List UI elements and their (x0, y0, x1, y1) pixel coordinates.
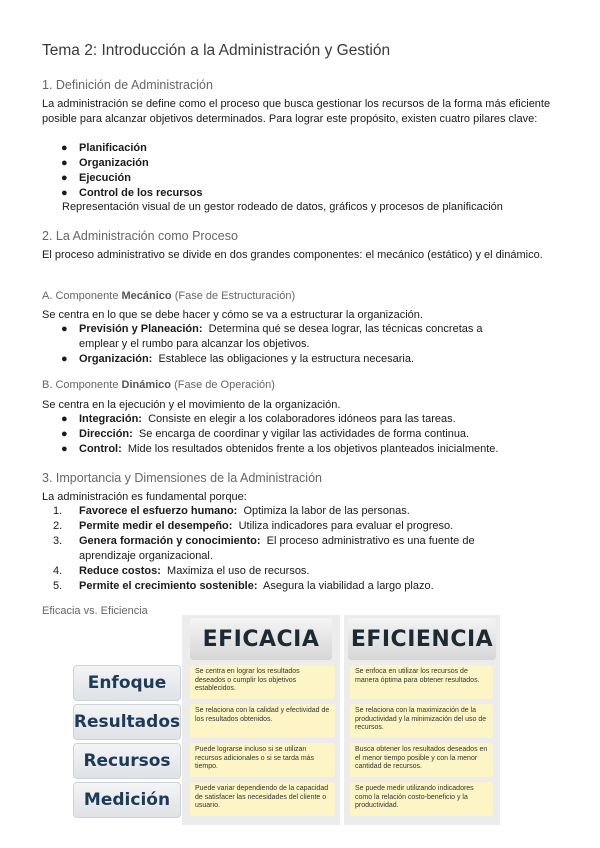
row-label-enfoque: Enfoque (73, 665, 181, 701)
row-label-resultados: Resultados (73, 704, 181, 740)
cell-eficiencia-enfoque: Se enfoca en utilizar los recursos de manera óptima para obtener resultados. (350, 665, 493, 699)
component-a-intro: Se centra en lo que se debe hacer y cómo se va a estructurar la organización. (42, 309, 423, 321)
comparison-figure (70, 615, 500, 825)
bullet-icon: ● (61, 142, 68, 154)
component-a-heading: A. Componente Mecánico (Fase de Estructuración) (42, 290, 296, 302)
list-item: 5. Permite el crecimiento sostenible: Asegura la viabilidad a largo plazo. (53, 580, 434, 592)
list-item: ● Control de los recursos (61, 187, 203, 199)
cell-eficacia-enfoque: Se centra en lograr los resultados deseados o cumplir los objetivos establecidos. (190, 665, 335, 699)
bullet-icon: ● (61, 413, 68, 425)
component-b-heading: B. Componente Dinámico (Fase de Operación) (42, 379, 275, 391)
list-item: ● Previsión y Planeación: Determina qué se desea lograr, las técnicas concretas a emplear y el rumbo para alcanzar los objetivos. (61, 323, 483, 350)
bullet-icon: ● (61, 157, 68, 169)
list-item: ● Ejecución (61, 172, 131, 184)
section1-heading: 1. Definición de Administración (42, 78, 213, 92)
figure-caption: Eficacia vs. Eficiencia (42, 605, 148, 617)
cell-eficiencia-medicion: Se puede medir utilizando indicadores como la relación costo-beneficio y la productividad. (350, 782, 493, 816)
eficacia-header: EFICACIA (190, 618, 332, 660)
cell-eficiencia-resultados: Se relaciona con la maximización de la productividad y la minimización del uso de recursos. (350, 704, 493, 738)
section2-heading: 2. La Administración como Proceso (42, 229, 238, 243)
list-item: ● Organización: Establece las obligaciones y la estructura necesaria. (61, 353, 415, 365)
list-item: 2. Permite medir el desempeño: Utiliza indicadores para evaluar el progreso. (53, 520, 454, 532)
section3-numbered-list (53, 504, 519, 594)
list-item: 1. Favorece el esfuerzo humano: Optimiza la labor de las personas. (53, 505, 410, 517)
component-b-intro: Se centra en la ejecución y el movimiento de la organización. (42, 399, 341, 411)
cell-eficacia-resultados: Se relaciona con la calidad y efectividad de los resultados obtenidos. (190, 704, 335, 738)
list-item: ● Organización (61, 157, 149, 169)
section1-paragraph: La administración se define como el proceso que busca gestionar los recursos de la forma más eficiente posible para alcanzar objetivos determinados. Para lograr este propósito, existen cuatro pilares clave: (42, 98, 551, 125)
cell-eficacia-recursos: Puede lograrse incluso si se utilizan recursos adicionales o si se tarda más tiempo. (190, 743, 335, 777)
image-description: Representación visual de un gestor rodeado de datos, gráficos y procesos de planificación (62, 201, 503, 213)
list-item: 4. Reduce costos: Maximiza el uso de recursos. (53, 565, 310, 577)
bullet-icon: ● (61, 187, 68, 199)
bullet-icon: ● (61, 172, 68, 184)
component-a-list (61, 322, 499, 367)
list-item: ● Control: Mide los resultados obtenidos frente a los objetivos planteados inicialmente. (61, 443, 499, 455)
section3-intro: La administración es fundamental porque: (42, 491, 247, 503)
bullet-icon: ● (61, 353, 68, 365)
list-item: 3. Genera formación y conocimiento: El proceso administrativo es una fuente de aprendizaje organizacional. (53, 535, 475, 562)
eficiencia-header: EFICIENCIA (348, 618, 496, 660)
row-label-recursos: Recursos (73, 743, 181, 779)
component-b-list (61, 412, 549, 457)
cell-eficiencia-recursos: Busca obtener los resultados deseados en el menor tiempo posible y con la menor cantidad de recursos. (350, 743, 493, 777)
list-item: ● Planificación (61, 142, 147, 154)
cell-eficacia-medicion: Puede variar dependiendo de la capacidad de satisfacer las necesidades del cliente o usuario. (190, 782, 335, 816)
list-item: ● Dirección: Se encarga de coordinar y vigilar las actividades de forma continua. (61, 428, 470, 440)
section3-heading: 3. Importancia y Dimensiones de la Administración (42, 471, 322, 485)
page-title: Tema 2: Introducción a la Administración y Gestión (42, 42, 391, 59)
bullet-icon: ● (61, 323, 68, 335)
bullet-icon: ● (61, 443, 68, 455)
row-label-medicion: Medición (73, 782, 181, 818)
section1-bullet-list (61, 141, 203, 201)
bullet-icon: ● (61, 428, 68, 440)
section2-paragraph: El proceso administrativo se divide en dos grandes componentes: el mecánico (estático) y el dinámico. (42, 249, 543, 261)
list-item: ● Integración: Consiste en elegir a los colaboradores idóneos para las tareas. (61, 413, 456, 425)
